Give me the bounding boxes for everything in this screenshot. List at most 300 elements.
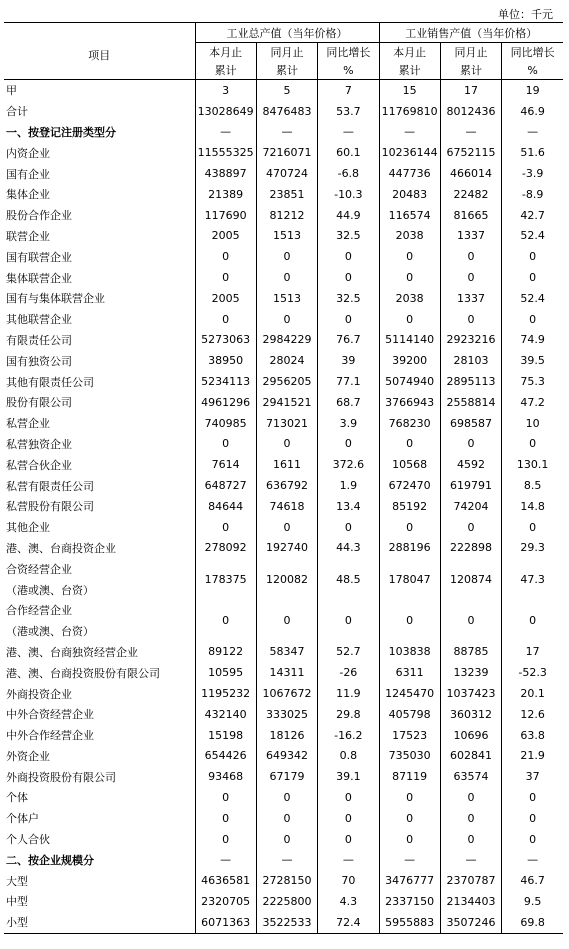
cell-total-prev-ytd: 0 — [256, 309, 317, 330]
cell-sales-ytd: 405798 — [379, 704, 440, 725]
row-label: 集体联营企业 — [6, 271, 72, 285]
cell-sales-prev-ytd: 2558814 — [440, 392, 501, 413]
cell-total-prev-ytd: 1067672 — [256, 683, 317, 704]
cell-total-ytd: 13028649 — [195, 101, 256, 122]
cell-total-ytd: 0 — [195, 829, 256, 850]
cell-sales-ytd: 0 — [379, 309, 440, 330]
cell-total-ytd: 4636581 — [195, 870, 256, 891]
row-label: 国有企业 — [6, 167, 50, 181]
cell-total-ytd: 2320705 — [195, 891, 256, 912]
cell-sales-ytd: 0 — [379, 267, 440, 288]
cell-total-ytd: 38950 — [195, 350, 256, 371]
cell-total-prev-ytd: 2984229 — [256, 330, 317, 351]
cell-sales-prev-ytd: 120874 — [440, 558, 501, 600]
cell-sales-ytd: 0 — [379, 829, 440, 850]
cell-sales-prev-ytd: 466014 — [440, 163, 501, 184]
cell-sales-prev-ytd: 0 — [440, 787, 501, 808]
cell-total-ytd: 0 — [195, 434, 256, 455]
cell-total-prev-ytd: 0 — [256, 267, 317, 288]
cell-total-prev-ytd: 1513 — [256, 226, 317, 247]
table-row — [4, 330, 563, 351]
table-row — [4, 642, 563, 663]
cell-sales-prev-ytd: 0 — [440, 829, 501, 850]
cell-sales-growth: 130.1 — [502, 454, 563, 475]
cell-sales-ytd: 2038 — [379, 288, 440, 309]
cell-sales-prev-ytd: 698587 — [440, 413, 501, 434]
table-body — [4, 80, 563, 934]
cell-sales-growth: 29.3 — [502, 538, 563, 559]
cell-total-ytd: 117690 — [195, 205, 256, 226]
cell-sales-prev-ytd: 3507246 — [440, 912, 501, 933]
cell-sales-prev-ytd: 88785 — [440, 642, 501, 663]
cell-sales-ytd: 288196 — [379, 538, 440, 559]
cell-total-ytd: 0 — [195, 309, 256, 330]
cell-sales-prev-ytd: 0 — [440, 808, 501, 829]
cell-sales-growth: 52.4 — [502, 226, 563, 247]
cell-sales-ytd: 3476777 — [379, 870, 440, 891]
cell-sales-prev-ytd: 0 — [440, 309, 501, 330]
cell-sales-growth: 47.3 — [502, 558, 563, 600]
cell-sales-ytd: 0 — [379, 600, 440, 642]
header-item: 项目 — [4, 23, 195, 80]
row-label: 其他联营企业 — [6, 313, 72, 327]
cell-sales-growth: — — [502, 122, 563, 143]
cell-total-ytd: 432140 — [195, 704, 256, 725]
cell-total-ytd: 2005 — [195, 226, 256, 247]
cell-sales-prev-ytd: 0 — [440, 246, 501, 267]
cell-sales-growth: 0 — [502, 808, 563, 829]
row-label: 私营合伙企业 — [6, 458, 72, 472]
cell-total-prev-ytd: 713021 — [256, 413, 317, 434]
cell-total-growth: 32.5 — [318, 226, 379, 247]
cell-total-ytd: 5234113 — [195, 371, 256, 392]
cell-total-growth: -16.2 — [318, 725, 379, 746]
cell-sales-growth: 0 — [502, 829, 563, 850]
cell-sales-prev-ytd: 28103 — [440, 350, 501, 371]
table-row — [4, 205, 563, 226]
cell-sales-growth: 63.8 — [502, 725, 563, 746]
row-label: 一、按登记注册类型分 — [6, 125, 116, 139]
table-row — [4, 787, 563, 808]
table-row — [4, 288, 563, 309]
cell-total-growth: 76.7 — [318, 330, 379, 351]
cell-total-growth: 7 — [318, 80, 379, 101]
table-row — [4, 309, 563, 330]
table-row — [4, 246, 563, 267]
cell-sales-growth: 37 — [502, 766, 563, 787]
cell-sales-growth: 0 — [502, 787, 563, 808]
header-sales-ytd-line1: 本月止 — [379, 43, 440, 62]
table-row — [4, 725, 563, 746]
row-label: 国有联营企业 — [6, 250, 72, 264]
row-label: 港、澳、台商投资企业 — [6, 541, 116, 555]
row-label: 中外合作经营企业 — [6, 729, 94, 743]
cell-total-growth: 0 — [318, 600, 379, 642]
cell-total-prev-ytd: 0 — [256, 808, 317, 829]
cell-total-prev-ytd: 2956205 — [256, 371, 317, 392]
cell-total-ytd: 93468 — [195, 766, 256, 787]
unit-label: 单位：千元 — [498, 8, 553, 21]
row-label: 其他有限责任公司 — [6, 375, 94, 389]
cell-sales-prev-ytd: 17 — [440, 80, 501, 101]
cell-sales-ytd: 2337150 — [379, 891, 440, 912]
cell-total-ytd: 740985 — [195, 413, 256, 434]
row-label: 个人合伙 — [6, 833, 50, 847]
cell-sales-prev-ytd: 0 — [440, 434, 501, 455]
header-total-prev-ytd-line2: 累计 — [256, 61, 317, 80]
cell-total-ytd: 0 — [195, 787, 256, 808]
cell-total-ytd: 7614 — [195, 454, 256, 475]
cell-total-ytd: 3 — [195, 80, 256, 101]
cell-total-prev-ytd: 0 — [256, 434, 317, 455]
cell-total-ytd: 178375 — [195, 558, 256, 600]
cell-total-growth: 32.5 — [318, 288, 379, 309]
cell-total-prev-ytd: 120082 — [256, 558, 317, 600]
table-row — [4, 475, 563, 496]
cell-total-prev-ytd: 23851 — [256, 184, 317, 205]
cell-total-prev-ytd: 2941521 — [256, 392, 317, 413]
cell-sales-prev-ytd: 1337 — [440, 288, 501, 309]
row-label: 中外合资经营企业 — [6, 708, 94, 722]
cell-total-growth: 0 — [318, 309, 379, 330]
table-row — [4, 496, 563, 517]
cell-sales-prev-ytd: — — [440, 122, 501, 143]
cell-sales-prev-ytd: 22482 — [440, 184, 501, 205]
table-row — [4, 891, 563, 912]
cell-total-prev-ytd: 0 — [256, 246, 317, 267]
header-sales-ytd-line2: 累计 — [379, 61, 440, 80]
cell-sales-growth: 12.6 — [502, 704, 563, 725]
row-label-line2: （港或澳、台资） — [6, 625, 94, 639]
row-label: 外商投资企业 — [6, 687, 72, 701]
header-total-ytd-line1: 本月止 — [195, 43, 256, 62]
row-label: 合作经营企业 — [6, 604, 72, 618]
row-label: 个体户 — [6, 812, 39, 826]
table-row — [4, 704, 563, 725]
cell-total-growth: 77.1 — [318, 371, 379, 392]
cell-total-growth: — — [318, 849, 379, 870]
cell-total-ytd: 2005 — [195, 288, 256, 309]
cell-total-growth: 0 — [318, 267, 379, 288]
cell-sales-prev-ytd: — — [440, 849, 501, 870]
cell-total-growth: 13.4 — [318, 496, 379, 517]
row-label: 私营股份有限公司 — [6, 500, 94, 514]
cell-sales-growth: 0 — [502, 267, 563, 288]
cell-total-growth: 0 — [318, 808, 379, 829]
table-row — [4, 849, 563, 870]
row-label: 中型 — [6, 895, 28, 909]
table-row — [4, 163, 563, 184]
cell-sales-ytd: 735030 — [379, 746, 440, 767]
cell-sales-growth: -8.9 — [502, 184, 563, 205]
cell-sales-ytd: 3766943 — [379, 392, 440, 413]
cell-sales-prev-ytd: 619791 — [440, 475, 501, 496]
table-row — [4, 434, 563, 455]
cell-sales-ytd: 0 — [379, 434, 440, 455]
cell-sales-growth: 0 — [502, 434, 563, 455]
table-row — [4, 184, 563, 205]
cell-total-prev-ytd: 2225800 — [256, 891, 317, 912]
header-total-growth-line1: 同比增长 — [318, 43, 379, 62]
header-total-ytd-line2: 累计 — [195, 61, 256, 80]
cell-sales-growth: 0 — [502, 517, 563, 538]
cell-sales-prev-ytd: 1037423 — [440, 683, 501, 704]
header-sales-prev-ytd-line1: 同月止 — [440, 43, 501, 62]
cell-sales-prev-ytd: 2370787 — [440, 870, 501, 891]
table-row — [4, 454, 563, 475]
cell-total-growth: 44.9 — [318, 205, 379, 226]
cell-total-growth: 0.8 — [318, 746, 379, 767]
header-sales-prev-ytd-line2: 累计 — [440, 61, 501, 80]
cell-sales-growth: 9.5 — [502, 891, 563, 912]
cell-total-prev-ytd: 14311 — [256, 662, 317, 683]
cell-sales-ytd: 39200 — [379, 350, 440, 371]
cell-sales-prev-ytd: 0 — [440, 600, 501, 642]
cell-sales-ytd: — — [379, 122, 440, 143]
cell-total-ytd: 84644 — [195, 496, 256, 517]
cell-total-prev-ytd: 74618 — [256, 496, 317, 517]
row-label: 股份有限公司 — [6, 396, 72, 410]
cell-sales-ytd: 5955883 — [379, 912, 440, 933]
cell-total-prev-ytd: 636792 — [256, 475, 317, 496]
row-label: 个体 — [6, 791, 28, 805]
cell-total-growth: 1.9 — [318, 475, 379, 496]
cell-total-prev-ytd: 1513 — [256, 288, 317, 309]
cell-total-growth: — — [318, 122, 379, 143]
cell-total-growth: -10.3 — [318, 184, 379, 205]
cell-total-prev-ytd: 58347 — [256, 642, 317, 663]
cell-sales-ytd: 11769810 — [379, 101, 440, 122]
row-label: 外资企业 — [6, 749, 50, 763]
cell-sales-growth: 17 — [502, 642, 563, 663]
cell-total-growth: -26 — [318, 662, 379, 683]
cell-total-growth: 4.3 — [318, 891, 379, 912]
cell-sales-ytd: 447736 — [379, 163, 440, 184]
cell-sales-ytd: 116574 — [379, 205, 440, 226]
cell-total-growth: 29.8 — [318, 704, 379, 725]
cell-total-prev-ytd: 0 — [256, 517, 317, 538]
cell-total-prev-ytd: 192740 — [256, 538, 317, 559]
cell-total-growth: 0 — [318, 246, 379, 267]
header-group-sales-output: 工业销售产值（当年价格） — [379, 23, 563, 43]
cell-total-ytd: 10595 — [195, 662, 256, 683]
cell-total-growth: 48.5 — [318, 558, 379, 600]
cell-total-ytd: 6071363 — [195, 912, 256, 933]
cell-total-ytd: 0 — [195, 267, 256, 288]
cell-total-ytd: — — [195, 849, 256, 870]
cell-sales-ytd: 87119 — [379, 766, 440, 787]
cell-total-ytd: 1195232 — [195, 683, 256, 704]
cell-sales-prev-ytd: 0 — [440, 267, 501, 288]
cell-sales-growth: 21.9 — [502, 746, 563, 767]
cell-total-prev-ytd: 0 — [256, 829, 317, 850]
cell-sales-growth: 46.9 — [502, 101, 563, 122]
cell-total-ytd: 11555325 — [195, 142, 256, 163]
table-row — [4, 392, 563, 413]
cell-sales-prev-ytd: 602841 — [440, 746, 501, 767]
cell-total-ytd: 278092 — [195, 538, 256, 559]
cell-total-prev-ytd: — — [256, 122, 317, 143]
cell-total-prev-ytd: 7216071 — [256, 142, 317, 163]
cell-total-growth: 53.7 — [318, 101, 379, 122]
cell-total-ytd: 438897 — [195, 163, 256, 184]
cell-sales-growth: 0 — [502, 600, 563, 642]
row-label: 大型 — [6, 874, 28, 888]
cell-sales-prev-ytd: 8012436 — [440, 101, 501, 122]
cell-total-ytd: 654426 — [195, 746, 256, 767]
cell-total-prev-ytd: 18126 — [256, 725, 317, 746]
cell-total-prev-ytd: — — [256, 849, 317, 870]
cell-total-prev-ytd: 470724 — [256, 163, 317, 184]
table-row — [4, 80, 563, 101]
cell-sales-ytd: 0 — [379, 808, 440, 829]
cell-sales-ytd: 15 — [379, 80, 440, 101]
cell-sales-growth: 69.8 — [502, 912, 563, 933]
cell-sales-prev-ytd: 0 — [440, 517, 501, 538]
cell-total-ytd: 648727 — [195, 475, 256, 496]
row-label: 私营企业 — [6, 417, 50, 431]
table-row — [4, 142, 563, 163]
cell-sales-ytd: 17523 — [379, 725, 440, 746]
cell-sales-ytd: 5114140 — [379, 330, 440, 351]
table-row — [4, 413, 563, 434]
table-row — [4, 122, 563, 143]
row-label: 合计 — [6, 105, 28, 119]
cell-total-growth: -6.8 — [318, 163, 379, 184]
cell-total-prev-ytd: 333025 — [256, 704, 317, 725]
cell-sales-growth: 51.6 — [502, 142, 563, 163]
cell-sales-growth: 20.1 — [502, 683, 563, 704]
row-label: 外商投资股份有限公司 — [6, 770, 116, 784]
table-row — [4, 662, 563, 683]
row-label: 甲 — [6, 84, 17, 98]
cell-sales-growth: 10 — [502, 413, 563, 434]
cell-sales-ytd: 103838 — [379, 642, 440, 663]
header-sales-growth-line2: % — [502, 61, 563, 80]
header-group-total-output: 工业总产值（当年价格） — [195, 23, 379, 43]
cell-sales-growth: 19 — [502, 80, 563, 101]
cell-sales-ytd: 85192 — [379, 496, 440, 517]
cell-sales-growth: 47.2 — [502, 392, 563, 413]
cell-total-prev-ytd: 5 — [256, 80, 317, 101]
cell-total-ytd: 21389 — [195, 184, 256, 205]
cell-sales-growth: 46.7 — [502, 870, 563, 891]
cell-total-growth: 372.6 — [318, 454, 379, 475]
table-row — [4, 683, 563, 704]
cell-sales-prev-ytd: 4592 — [440, 454, 501, 475]
cell-total-growth: 3.9 — [318, 413, 379, 434]
row-label: 有限责任公司 — [6, 333, 72, 347]
cell-sales-prev-ytd: 63574 — [440, 766, 501, 787]
cell-sales-growth: 14.8 — [502, 496, 563, 517]
row-label: 二、按企业规模分 — [6, 853, 94, 867]
table-row — [4, 267, 563, 288]
cell-sales-prev-ytd: 1337 — [440, 226, 501, 247]
cell-sales-ytd: 768230 — [379, 413, 440, 434]
cell-total-growth: 72.4 — [318, 912, 379, 933]
cell-sales-prev-ytd: 2134403 — [440, 891, 501, 912]
cell-sales-growth: 39.5 — [502, 350, 563, 371]
cell-total-growth: 0 — [318, 787, 379, 808]
cell-total-ytd: 0 — [195, 600, 256, 642]
cell-sales-ytd: 672470 — [379, 475, 440, 496]
cell-sales-ytd: 0 — [379, 517, 440, 538]
row-label: 小型 — [6, 916, 28, 930]
table-row — [4, 912, 563, 933]
cell-sales-prev-ytd: 2923216 — [440, 330, 501, 351]
cell-sales-prev-ytd: 360312 — [440, 704, 501, 725]
cell-sales-growth: 52.4 — [502, 288, 563, 309]
cell-total-ytd: 15198 — [195, 725, 256, 746]
cell-total-growth: 0 — [318, 829, 379, 850]
header-total-prev-ytd-line1: 同月止 — [256, 43, 317, 62]
cell-total-growth: 52.7 — [318, 642, 379, 663]
cell-sales-prev-ytd: 2895113 — [440, 371, 501, 392]
row-label: 港、澳、台商独资经营企业 — [6, 645, 138, 659]
cell-sales-prev-ytd: 81665 — [440, 205, 501, 226]
cell-sales-growth: 0 — [502, 309, 563, 330]
table-row — [4, 870, 563, 891]
cell-sales-ytd: 20483 — [379, 184, 440, 205]
cell-total-ytd: 89122 — [195, 642, 256, 663]
row-label: 其他企业 — [6, 521, 50, 535]
cell-sales-growth: 8.5 — [502, 475, 563, 496]
cell-total-growth: 60.1 — [318, 142, 379, 163]
cell-total-growth: 70 — [318, 870, 379, 891]
cell-total-growth: 11.9 — [318, 683, 379, 704]
table-row — [4, 746, 563, 767]
cell-sales-ytd: 10568 — [379, 454, 440, 475]
table-row — [4, 517, 563, 538]
cell-total-ytd: 4961296 — [195, 392, 256, 413]
cell-total-prev-ytd: 8476483 — [256, 101, 317, 122]
cell-sales-ytd: — — [379, 849, 440, 870]
cell-sales-ytd: 6311 — [379, 662, 440, 683]
table-row — [4, 600, 563, 621]
cell-sales-ytd: 10236144 — [379, 142, 440, 163]
cell-sales-ytd: 5074940 — [379, 371, 440, 392]
row-label: 私营有限责任公司 — [6, 479, 94, 493]
cell-sales-growth: 75.3 — [502, 371, 563, 392]
row-label: 港、澳、台商投资股份有限公司 — [6, 666, 160, 680]
row-label: 私营独资企业 — [6, 437, 72, 451]
row-label-line2: （港或澳、台资） — [6, 583, 94, 597]
row-label: 国有与集体联营企业 — [6, 292, 105, 306]
cell-total-prev-ytd: 81212 — [256, 205, 317, 226]
cell-total-prev-ytd: 0 — [256, 787, 317, 808]
cell-sales-prev-ytd: 74204 — [440, 496, 501, 517]
cell-total-prev-ytd: 1611 — [256, 454, 317, 475]
cell-total-prev-ytd: 3522533 — [256, 912, 317, 933]
cell-sales-prev-ytd: 6752115 — [440, 142, 501, 163]
table-row — [4, 538, 563, 559]
row-label: 国有独资公司 — [6, 354, 72, 368]
cell-total-ytd: 0 — [195, 517, 256, 538]
cell-total-ytd: 0 — [195, 246, 256, 267]
cell-total-ytd: — — [195, 122, 256, 143]
table-row — [4, 558, 563, 579]
cell-sales-growth: 74.9 — [502, 330, 563, 351]
cell-sales-prev-ytd: 10696 — [440, 725, 501, 746]
industrial-output-table — [4, 22, 563, 934]
cell-total-prev-ytd: 67179 — [256, 766, 317, 787]
row-label: 联营企业 — [6, 229, 50, 243]
table-row — [4, 766, 563, 787]
cell-total-prev-ytd: 28024 — [256, 350, 317, 371]
cell-total-prev-ytd: 0 — [256, 600, 317, 642]
row-label: 股份合作企业 — [6, 209, 72, 223]
header-total-growth-line2: % — [318, 61, 379, 80]
